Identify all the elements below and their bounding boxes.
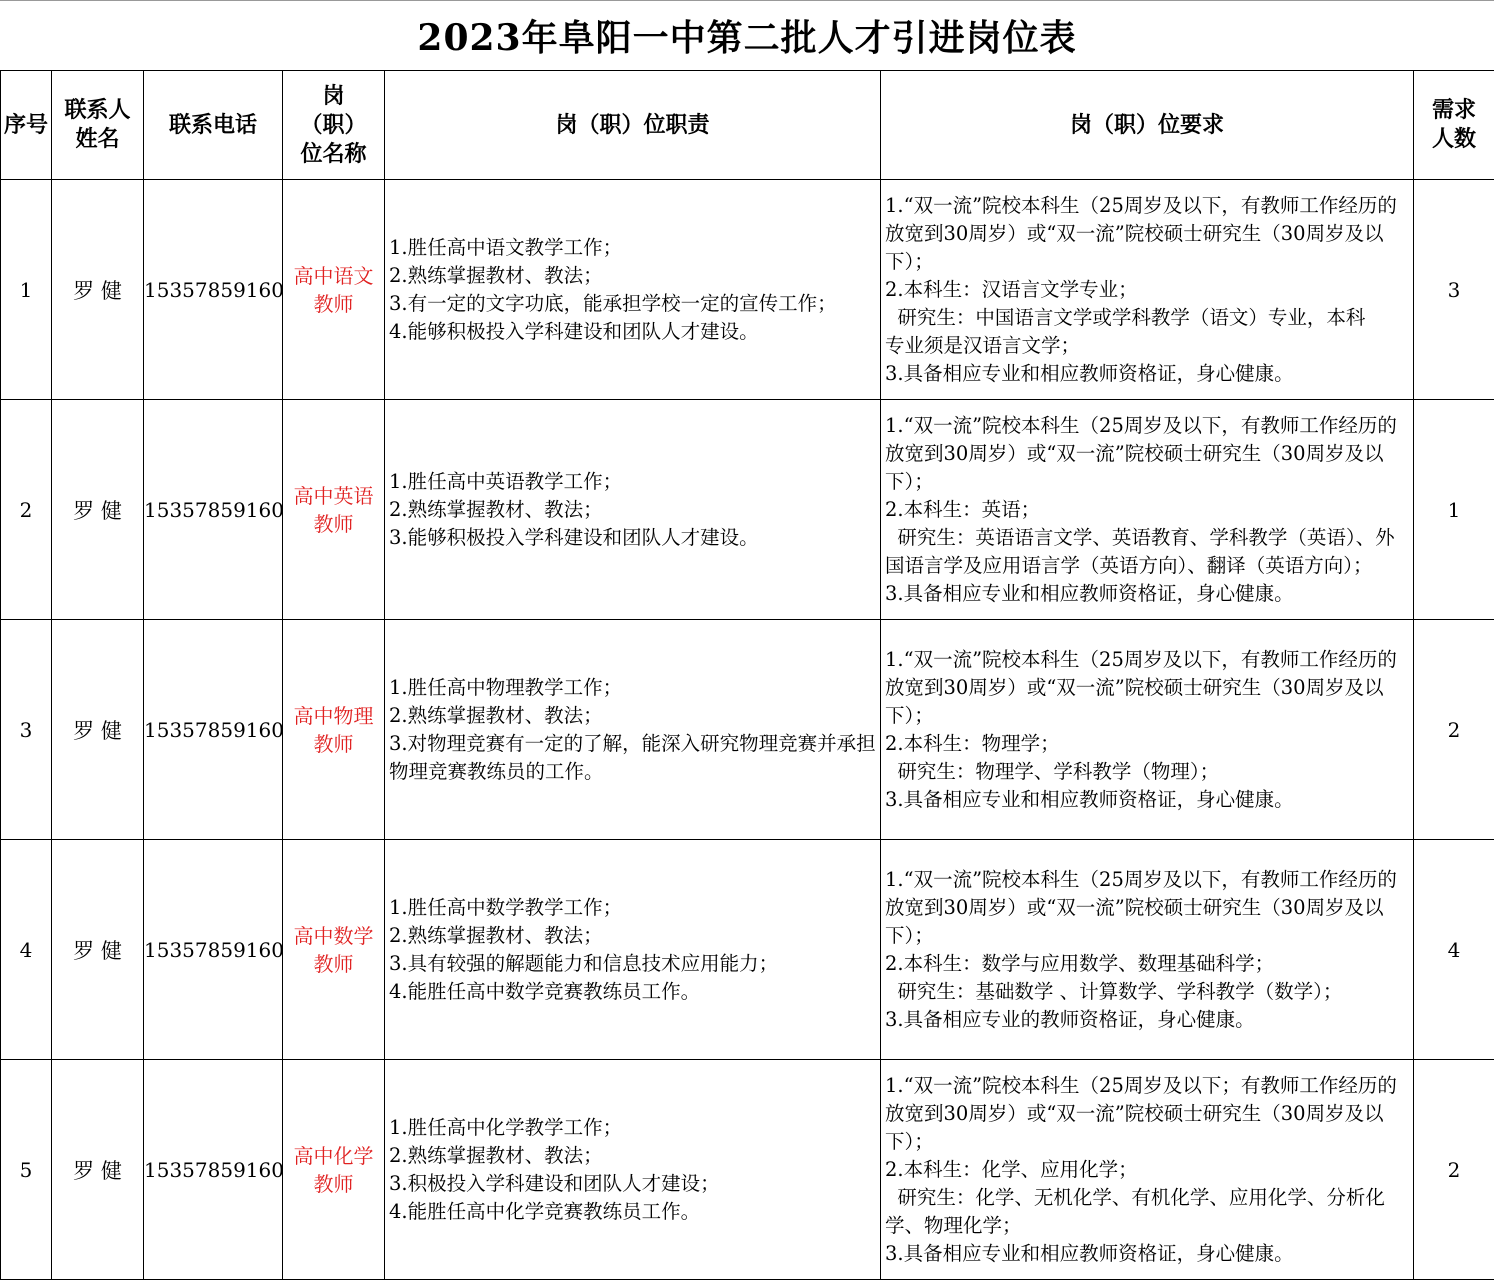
page-title: 2023年阜阳一中第二批人才引进岗位表 — [417, 17, 1077, 59]
cell-phone: 15357859160 — [144, 620, 283, 840]
table-header-row — [1, 71, 1494, 180]
cell-requirements — [881, 840, 1414, 1060]
cell-requirements — [881, 180, 1428, 400]
duty-line: 3.能够积极投入学科建设和团队人才建设。 — [389, 525, 759, 549]
cell-count: 2 — [1414, 1060, 1494, 1280]
requirement-line: 2.本科生：汉语言文学专业； — [885, 277, 1138, 301]
cell-phone: 15357859160 — [144, 1060, 283, 1280]
requirement-line: 3.具备相应专业和相应教师资格证，身心健康。 — [885, 1241, 1294, 1265]
title-bar — [0, 0, 1494, 70]
cell-phone: 15357859160 — [144, 840, 283, 1060]
requirement-line: 1.“双一流”院校本科生（25周岁及以下；有教师工作经历的放宽到30周岁）或“双一流”院校硕士研究生（30周岁及以下）； — [885, 1073, 1397, 1153]
duty-line: 2.熟练掌握教材、教法； — [389, 1143, 603, 1167]
cell-duties — [385, 1060, 881, 1280]
cell-contact: 罗 健 — [52, 1060, 144, 1280]
cell-requirements — [881, 400, 1414, 620]
requirement-line: 研究生：中国语言文学或学科教学（语文）专业，本科 专业须是汉语言文学； — [885, 305, 1428, 357]
table-row — [1, 1060, 1494, 1280]
requirement-line: 研究生：化学、无机化学、有机化学、应用化学、分析化学、物理化学； — [885, 1185, 1385, 1237]
header-duties: 岗（职）位职责 — [385, 71, 881, 180]
cell-contact: 罗 健 — [52, 620, 144, 840]
requirement-line: 3.具备相应专业和相应教师资格证，身心健康。 — [885, 787, 1294, 811]
duty-line: 1.胜任高中语文教学工作； — [389, 235, 623, 259]
cell-seq: 1 — [1, 180, 52, 400]
duty-line: 2.熟练掌握教材、教法； — [389, 923, 603, 947]
cell-duties — [385, 620, 881, 840]
cell-duties — [385, 400, 881, 620]
duty-line: 2.熟练掌握教材、教法； — [389, 497, 603, 521]
table-row — [1, 400, 1494, 620]
cell-post: 高中英语教师 — [283, 400, 385, 620]
duty-line: 1.胜任高中数学教学工作； — [389, 895, 623, 919]
duty-line: 3.积极投入学科建设和团队人才建设； — [389, 1171, 720, 1195]
duty-line: 1.胜任高中物理教学工作； — [389, 675, 623, 699]
duty-line: 3.具有较强的解题能力和信息技术应用能力； — [389, 951, 779, 975]
cell-post: 高中化学教师 — [283, 1060, 385, 1280]
positions-table — [0, 70, 1494, 1280]
header-phone: 联系电话 — [144, 71, 283, 180]
requirement-line: 2.本科生：数学与应用数学、数理基础科学； — [885, 951, 1275, 975]
duty-line: 3.有一定的文字功底，能承担学校一定的宣传工作； — [389, 291, 837, 315]
requirement-line: 1.“双一流”院校本科生（25周岁及以下，有教师工作经历的放宽到30周岁）或“双一流”院校硕士研究生（30周岁及以下）； — [885, 413, 1397, 493]
cell-count: 4 — [1414, 840, 1494, 1060]
duty-line: 4.能胜任高中化学竞赛教练员工作。 — [389, 1199, 701, 1223]
duty-line: 4.能胜任高中数学竞赛教练员工作。 — [389, 979, 701, 1003]
cell-seq: 5 — [1, 1060, 52, 1280]
requirement-line: 2.本科生：物理学； — [885, 731, 1060, 755]
cell-post: 高中语文教师 — [283, 180, 385, 400]
cell-post: 高中数学教师 — [283, 840, 385, 1060]
requirement-line: 3.具备相应专业和相应教师资格证，身心健康。 — [885, 361, 1294, 385]
requirement-line: 2.本科生：英语； — [885, 497, 1041, 521]
duty-line: 1.胜任高中英语教学工作； — [389, 469, 623, 493]
cell-contact: 罗 健 — [52, 180, 144, 400]
requirement-line: 研究生：物理学、学科教学（物理）； — [885, 759, 1220, 783]
cell-requirements — [881, 1060, 1414, 1280]
cell-duties — [385, 840, 881, 1060]
requirement-line: 1.“双一流”院校本科生（25周岁及以下，有教师工作经历的放宽到30周岁）或“双一流”院校硕士研究生（30周岁及以下）； — [885, 647, 1397, 727]
duty-line: 2.熟练掌握教材、教法； — [389, 703, 603, 727]
table-body — [1, 180, 1494, 1280]
cell-contact: 罗 健 — [52, 840, 144, 1060]
requirement-line: 3.具备相应专业的教师资格证，身心健康。 — [885, 1007, 1255, 1031]
cell-seq: 2 — [1, 400, 52, 620]
requirement-line: 2.本科生：化学、应用化学； — [885, 1157, 1138, 1181]
table-row — [1, 620, 1494, 840]
header-contact: 联系人 姓名 — [52, 71, 144, 180]
cell-count: 3 — [1414, 180, 1494, 400]
header-seq: 序号 — [1, 71, 52, 180]
cell-phone: 15357859160 — [144, 400, 283, 620]
cell-contact: 罗 健 — [52, 400, 144, 620]
table-row — [1, 840, 1494, 1060]
requirement-line: 研究生：英语语言文学、英语教育、学科教学（英语）、外国语言学及应用语言学（英语方向）、翻译（英语方向）； — [885, 525, 1395, 577]
cell-count: 1 — [1414, 400, 1494, 620]
cell-post: 高中物理教师 — [283, 620, 385, 840]
table-row — [1, 180, 1494, 400]
cell-seq: 4 — [1, 840, 52, 1060]
duty-line: 3.对物理竞赛有一定的了解，能深入研究物理竞赛并承担物理竞赛教练员的工作。 — [389, 731, 876, 783]
cell-count: 2 — [1414, 620, 1494, 840]
header-post: 岗 （职） 位名称 — [283, 71, 385, 180]
duty-line: 4.能够积极投入学科建设和团队人才建设。 — [389, 319, 759, 343]
requirement-line: 3.具备相应专业和相应教师资格证，身心健康。 — [885, 581, 1294, 605]
requirement-line: 研究生：基础数学 、计算数学、学科教学（数学）； — [885, 979, 1343, 1003]
cell-duties — [385, 180, 881, 400]
cell-seq: 3 — [1, 620, 52, 840]
requirement-line: 1.“双一流”院校本科生（25周岁及以下，有教师工作经历的放宽到30周岁）或“双一流”院校硕士研究生（30周岁及以下）； — [885, 867, 1397, 947]
header-requirements: 岗（职）位要求 — [881, 71, 1414, 180]
duty-line: 1.胜任高中化学教学工作； — [389, 1115, 623, 1139]
cell-phone: 15357859160 — [144, 180, 283, 400]
duty-line: 2.熟练掌握教材、教法； — [389, 263, 603, 287]
header-count: 需求 人数 — [1414, 71, 1494, 180]
cell-requirements — [881, 620, 1414, 840]
requirement-line: 1.“双一流”院校本科生（25周岁及以下，有教师工作经历的放宽到30周岁）或“双一流”院校硕士研究生（30周岁及以下）； — [885, 193, 1397, 273]
